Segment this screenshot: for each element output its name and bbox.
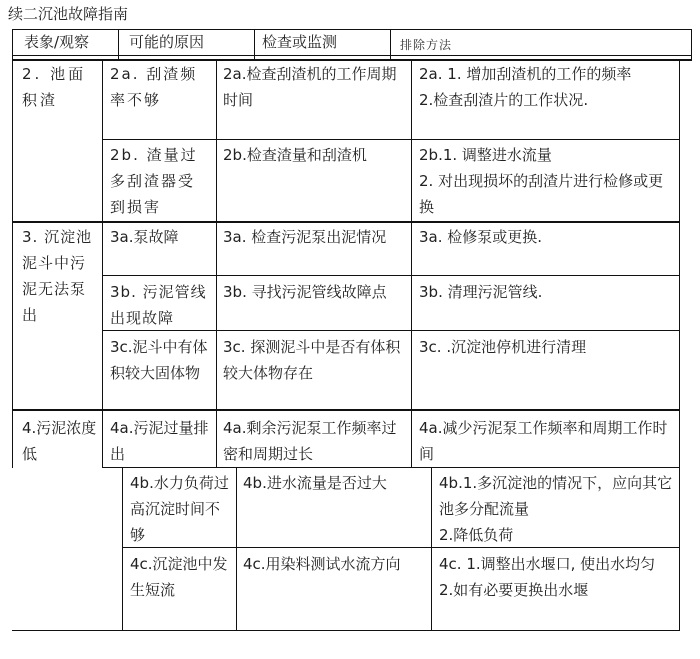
header-divider-3 (390, 29, 391, 59)
table-left-border-header (12, 29, 13, 59)
symptom-cell: 3. 沉淀池泥斗中污泥无法泵出 (22, 228, 93, 324)
header-divider-1 (118, 29, 119, 59)
header-symptom: 表象/观察 (24, 33, 90, 51)
cause-cell: 2b. 渣量过多刮渣器受到损害 (110, 146, 198, 216)
col-divider-3-upper (411, 60, 412, 468)
cause-cell: 4a.污泥过量排出 (110, 419, 209, 463)
remedy-cell: 3c. .沉淀池停机进行清理 (419, 338, 587, 356)
cause-cell: 3c.泥斗中有体积较大固体物 (110, 338, 208, 382)
header-divider-2 (254, 29, 255, 59)
remedy-cell: 4c. 1.调整出水堰口, 使出水均匀 2.如有必要更换出水堰 (439, 555, 656, 599)
remedy-cell: 3b. 清理污泥管线. (419, 283, 543, 301)
header-bottom-border (12, 55, 692, 56)
header-check: 检查或监测 (262, 33, 338, 51)
col-divider-2-lower (236, 468, 237, 630)
remedy-cell: 4b.1.多沉淀池的情况下，应向其它池多分配流量 2.降低负荷 (439, 474, 673, 544)
check-cell: 3c. 探测泥斗中是否有体积较大体物存在 (223, 338, 401, 382)
check-cell: 3a. 检查污泥泵出泥情况 (223, 228, 387, 246)
remedy-cell: 4a.减少污泥泵工作频率和周期工作时间 (419, 419, 668, 463)
col-divider-1-upper (102, 60, 103, 468)
table-bottom-border (12, 630, 680, 631)
check-cell: 2a.检查刮渣机的工作周期时间 (223, 65, 397, 109)
check-cell: 4a.剩余污泥泵工作频率过密和周期过长 (223, 419, 397, 463)
table-top-border (12, 29, 692, 30)
row-divider-3 (12, 409, 680, 411)
remedy-cell: 3a. 检修泵或更换. (419, 228, 543, 246)
cause-cell: 4c.沉淀池中发生短流 (130, 555, 228, 599)
row-divider-2a (102, 139, 680, 140)
symptom-cell: 4.污泥浓度低 (22, 419, 97, 463)
check-cell: 4c.用染料测试水流方向 (243, 555, 401, 573)
cause-cell: 3b. 污泥管线出现故障 (110, 283, 207, 327)
symptom-cell: 2. 池面积渣 (22, 65, 87, 109)
page-title: 续二沉池故障指南 (8, 5, 129, 23)
remedy-cell: 2a. 1. 增加刮渣机的工作的频率 2.检查刮渣片的工作状况. (419, 65, 632, 109)
check-cell: 2b.检查渣量和刮渣机 (223, 146, 367, 164)
header-remedy: 排除方法 (400, 38, 453, 52)
table-right-border-header (691, 29, 692, 59)
row-divider-2 (12, 221, 680, 223)
header-cause: 可能的原因 (129, 33, 205, 51)
row-divider-4a (102, 467, 680, 468)
check-cell: 4b.进水流量是否过大 (243, 474, 387, 492)
body-left-border (12, 60, 13, 468)
cause-cell: 2a. 刮渣频率不够 (110, 65, 198, 109)
col-divider-1-lower (122, 468, 123, 630)
cause-cell: 3a.泵故障 (110, 228, 179, 246)
col-divider-3-lower (431, 468, 432, 630)
row-divider-3a (102, 275, 680, 276)
col-divider-2-upper (216, 60, 217, 468)
cause-cell: 4b.水力负荷过高沉淀时间不够 (130, 474, 229, 544)
check-cell: 3b. 寻找污泥管线故障点 (223, 283, 387, 301)
body-right-border (679, 60, 680, 630)
remedy-cell: 2b.1. 调整进水流量 2. 对出现损坏的刮渣片进行检修或更换 (419, 146, 664, 216)
